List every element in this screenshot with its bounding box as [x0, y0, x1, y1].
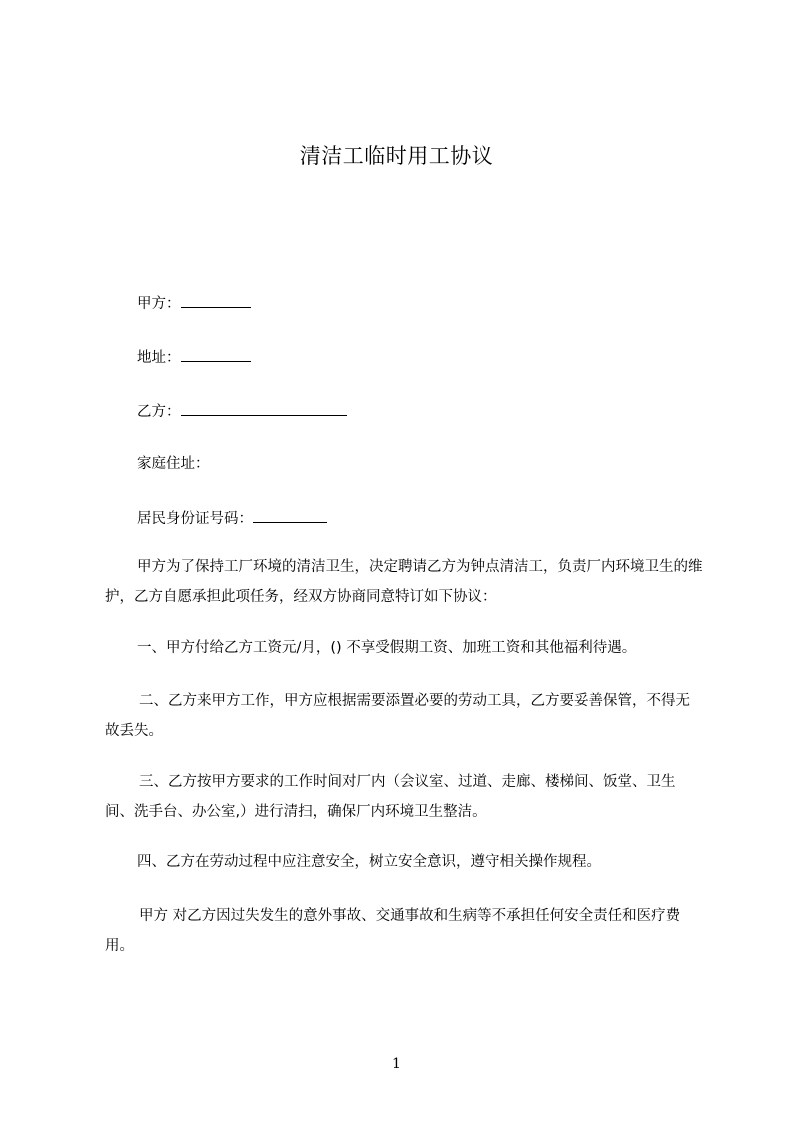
- party-a-field: [137, 292, 251, 314]
- clause-1: 一、甲方付给乙方工资元/月，() 不享受假期工资、加班工资和其他福利待遇。: [137, 640, 637, 656]
- id-number-label: 居民身份证号码：: [137, 511, 253, 527]
- party-b-blank: [181, 400, 347, 416]
- intro-paragraph: 甲方为了保持工厂环境的清洁卫生，决定聘请乙方为钟点清洁工，负责厂内环境卫生的维护，乙方自愿承担此项任务，经双方协商同意特订如下协议：: [105, 559, 703, 605]
- address-label: 地址：: [137, 350, 181, 366]
- address-field: [137, 346, 251, 368]
- party-a-label: 甲方：: [137, 296, 181, 312]
- page-number: 1: [392, 1056, 401, 1072]
- clause-5: 甲方 对乙方因过失发生的意外事故、交通事故和生病等不承担任何安全责任和医疗费用。: [105, 908, 681, 954]
- clause-2: 二、乙方来甲方工作，甲方应根据需要添置必要的劳动工具，乙方要妥善保管，不得无故丢失。: [105, 693, 690, 739]
- home-address-field: [137, 454, 210, 474]
- party-b-label: 乙方：: [137, 404, 181, 420]
- clause-4: 四、乙方在劳动过程中应注意安全，树立安全意识，遵守相关操作规程。: [137, 854, 601, 870]
- id-number-field: [137, 507, 327, 529]
- address-blank: [181, 346, 251, 362]
- party-b-field: [137, 400, 347, 422]
- document-title: 清洁工临时用工协议: [299, 144, 494, 168]
- clause-3: 三、乙方按甲方要求的工作时间对厂内（会议室、过道、走廊、楼梯间、饭堂、卫生间、洗手台、办公室,）进行清扫，确保厂内环境卫生整洁。: [105, 774, 676, 820]
- home-address-label: 家庭住址：: [137, 456, 210, 472]
- party-a-blank: [181, 292, 251, 308]
- id-number-blank: [253, 507, 327, 523]
